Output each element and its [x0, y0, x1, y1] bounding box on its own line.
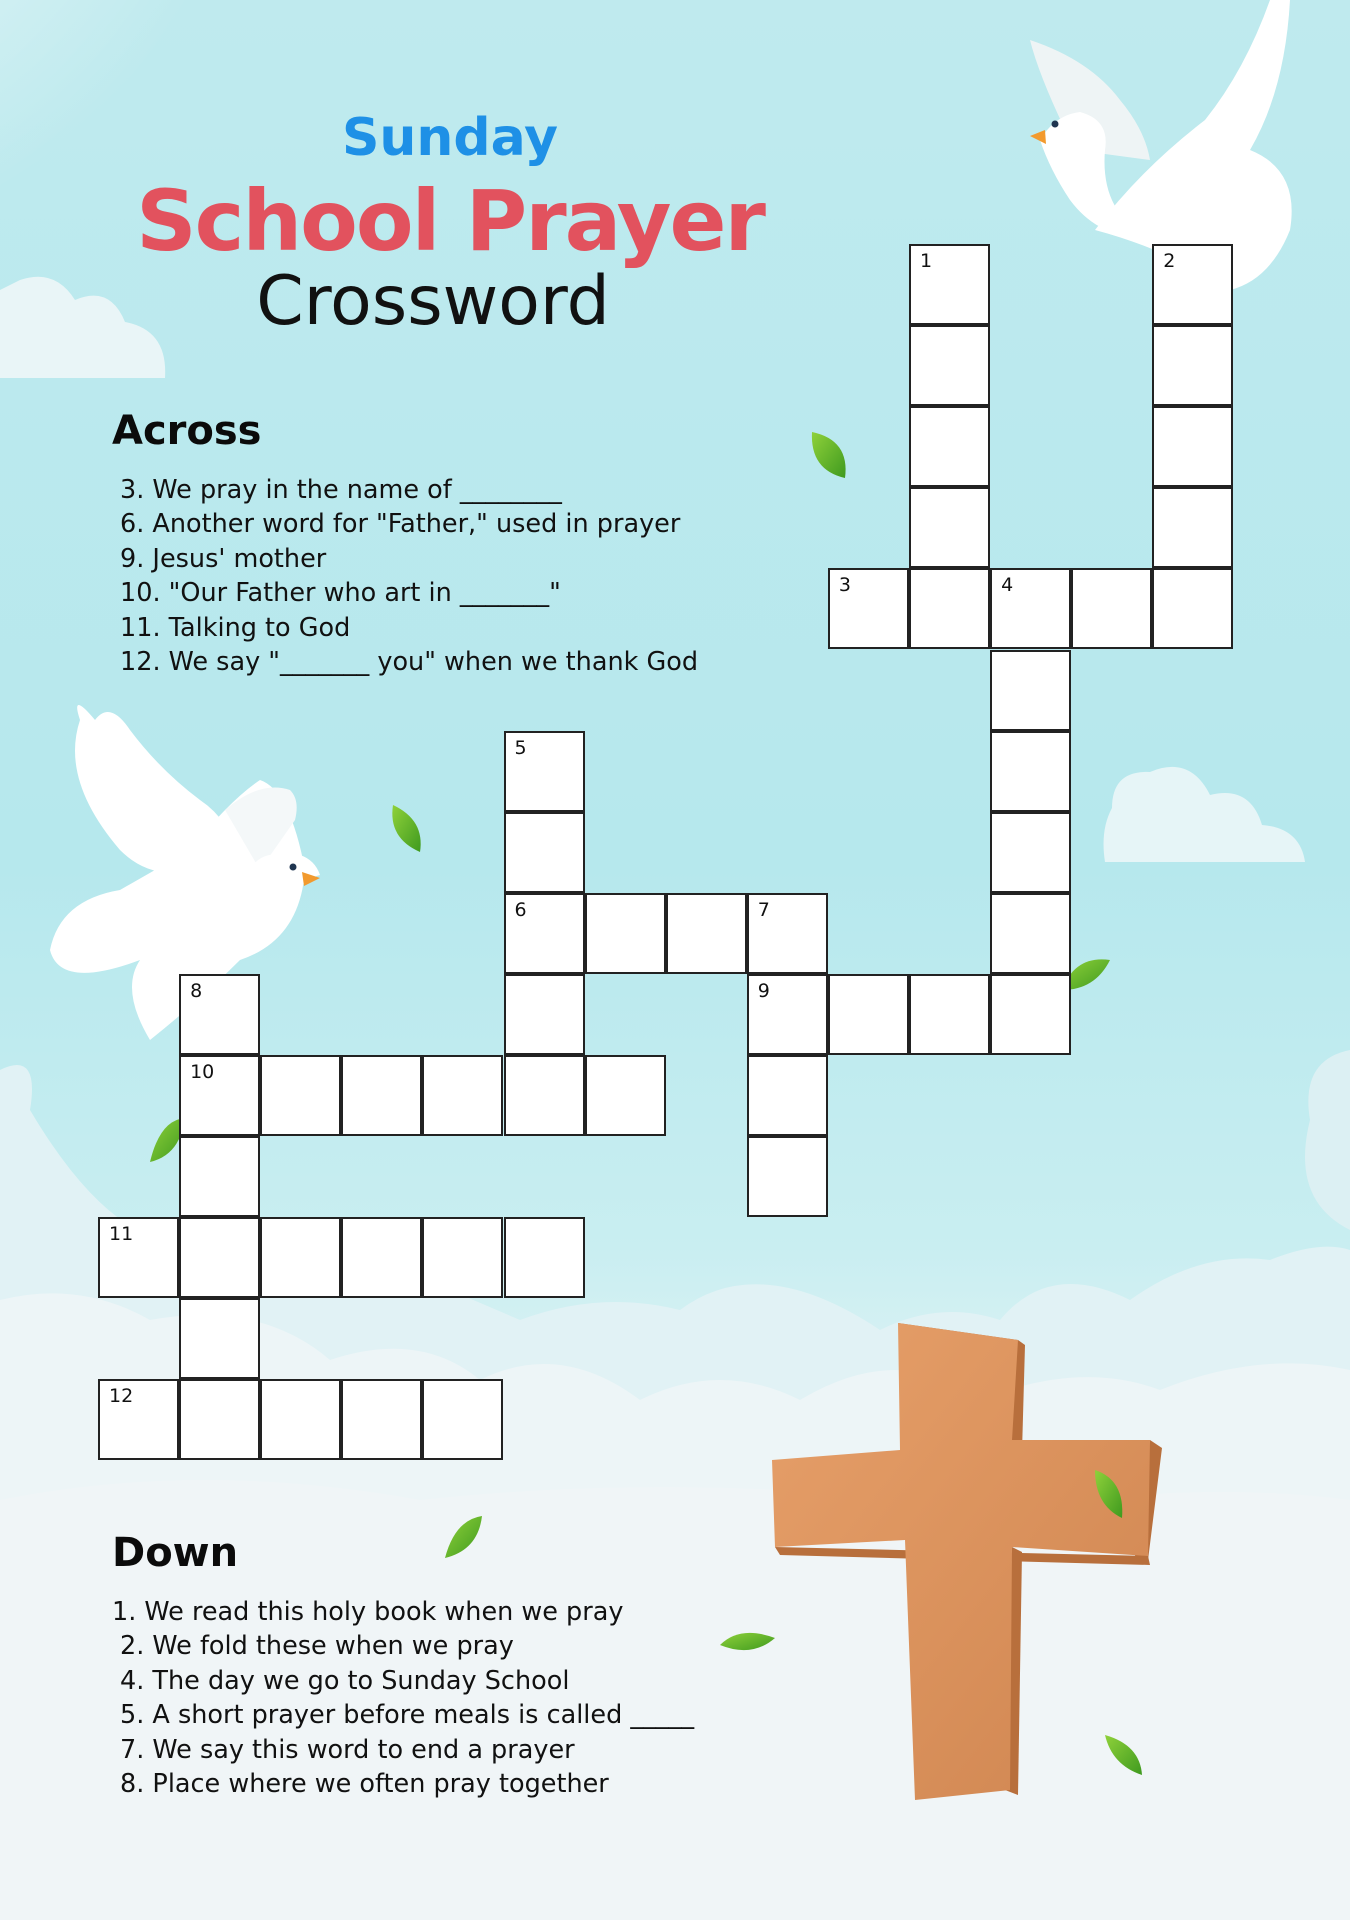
crossword-cell[interactable] — [747, 1136, 828, 1217]
across-clue: 11. Talking to God — [120, 612, 351, 643]
crossword-cell[interactable] — [179, 1136, 260, 1217]
crossword-cell[interactable] — [260, 1217, 341, 1298]
crossword-cell[interactable] — [1071, 568, 1152, 649]
crossword-cell[interactable] — [909, 406, 990, 487]
crossword-cell[interactable] — [341, 1217, 422, 1298]
clue-number: 1 — [920, 250, 933, 272]
crossword-cell[interactable] — [990, 650, 1071, 731]
crossword-cell[interactable] — [828, 974, 909, 1055]
crossword-cell[interactable] — [1152, 487, 1233, 568]
crossword-cell[interactable] — [98, 1217, 179, 1298]
clue-number: 4 — [1001, 574, 1014, 597]
crossword-cell[interactable] — [422, 1379, 503, 1460]
clue-number: 9 — [757, 979, 770, 1002]
clue-number: 12 — [109, 1385, 134, 1408]
crossword-cell[interactable] — [341, 1379, 422, 1460]
crossword-cell[interactable] — [585, 1055, 666, 1136]
down-clue: 7. We say this word to end a prayer — [120, 1734, 575, 1765]
crossword-cell[interactable] — [260, 1379, 341, 1460]
crossword-cell[interactable] — [747, 1055, 828, 1136]
clue-number: 2 — [1163, 250, 1176, 272]
crossword-cell[interactable] — [828, 568, 909, 649]
crossword-cell[interactable] — [1152, 244, 1233, 325]
crossword-cell[interactable] — [909, 974, 990, 1055]
crossword-cell[interactable] — [990, 974, 1071, 1055]
clue-number: 7 — [757, 898, 770, 921]
crossword-cell[interactable] — [990, 731, 1071, 812]
down-clue: 5. A short prayer before meals is called _____ — [120, 1700, 695, 1731]
crossword-cell[interactable] — [179, 1298, 260, 1379]
down-heading: Down — [112, 1530, 239, 1576]
clue-number: 3 — [838, 574, 851, 597]
crossword-cell[interactable] — [1152, 325, 1233, 406]
crossword-cell[interactable] — [422, 1055, 503, 1136]
crossword-cell[interactable] — [504, 1217, 585, 1298]
crossword-cell[interactable] — [909, 568, 990, 649]
across-clue: 10. "Our Father who art in _______" — [120, 578, 561, 609]
across-heading: Across — [112, 408, 262, 454]
down-clue: 8. Place where we often pray together — [120, 1768, 609, 1799]
crossword-cell[interactable] — [990, 812, 1071, 893]
across-clue: 3. We pray in the name of ________ — [120, 475, 562, 505]
clue-number: 8 — [190, 979, 203, 1002]
title-sunday: Sunday — [341, 108, 559, 168]
page-title: School Prayer — [136, 172, 764, 270]
clue-number: 10 — [190, 1061, 215, 1083]
crossword-cell[interactable] — [98, 1379, 179, 1460]
across-clue: 9. Jesus' mother — [120, 543, 327, 574]
crossword-cell[interactable] — [909, 325, 990, 406]
across-clue: 6. Another word for "Father," used in prayer — [120, 509, 681, 540]
crossword-cell[interactable] — [504, 1055, 585, 1136]
crossword-cell[interactable] — [747, 893, 828, 974]
crossword-cell[interactable] — [504, 812, 585, 893]
crossword-cell[interactable] — [179, 974, 260, 1055]
crossword-cell[interactable] — [909, 487, 990, 568]
crossword-cell[interactable] — [179, 1379, 260, 1460]
clue-number: 6 — [514, 898, 527, 921]
down-clue: 1. We read this holy book when we pray — [112, 1597, 624, 1627]
crossword-cell[interactable] — [504, 893, 585, 974]
crossword-cell[interactable] — [422, 1217, 503, 1298]
crossword-cell[interactable] — [666, 893, 747, 974]
crossword-cell[interactable] — [179, 1055, 260, 1136]
crossword-cell[interactable] — [504, 731, 585, 812]
crossword-cell[interactable] — [504, 974, 585, 1055]
across-clue-list — [120, 473, 698, 679]
clue-number: 5 — [514, 736, 527, 759]
cloud-icon — [1104, 767, 1305, 862]
across-clue: 12. We say "_______ you" when we thank God — [120, 646, 699, 677]
down-clue-list — [112, 1595, 694, 1801]
crossword-cell[interactable] — [747, 974, 828, 1055]
crossword-cell[interactable] — [341, 1055, 422, 1136]
clue-number: 11 — [109, 1223, 134, 1246]
page-subtitle: Crossword — [256, 262, 610, 341]
crossword-cell[interactable] — [1152, 568, 1233, 649]
crossword-cell[interactable] — [260, 1055, 341, 1136]
down-clue: 4. The day we go to Sunday School — [120, 1665, 570, 1696]
crossword-cell[interactable] — [179, 1217, 260, 1298]
down-clue: 2. We fold these when we pray — [120, 1631, 514, 1662]
crossword-cell[interactable] — [1152, 406, 1233, 487]
crossword-cell[interactable] — [585, 893, 666, 974]
crossword-cell[interactable] — [990, 893, 1071, 974]
crossword-cell[interactable] — [990, 568, 1071, 649]
crossword-cell[interactable] — [909, 244, 990, 325]
